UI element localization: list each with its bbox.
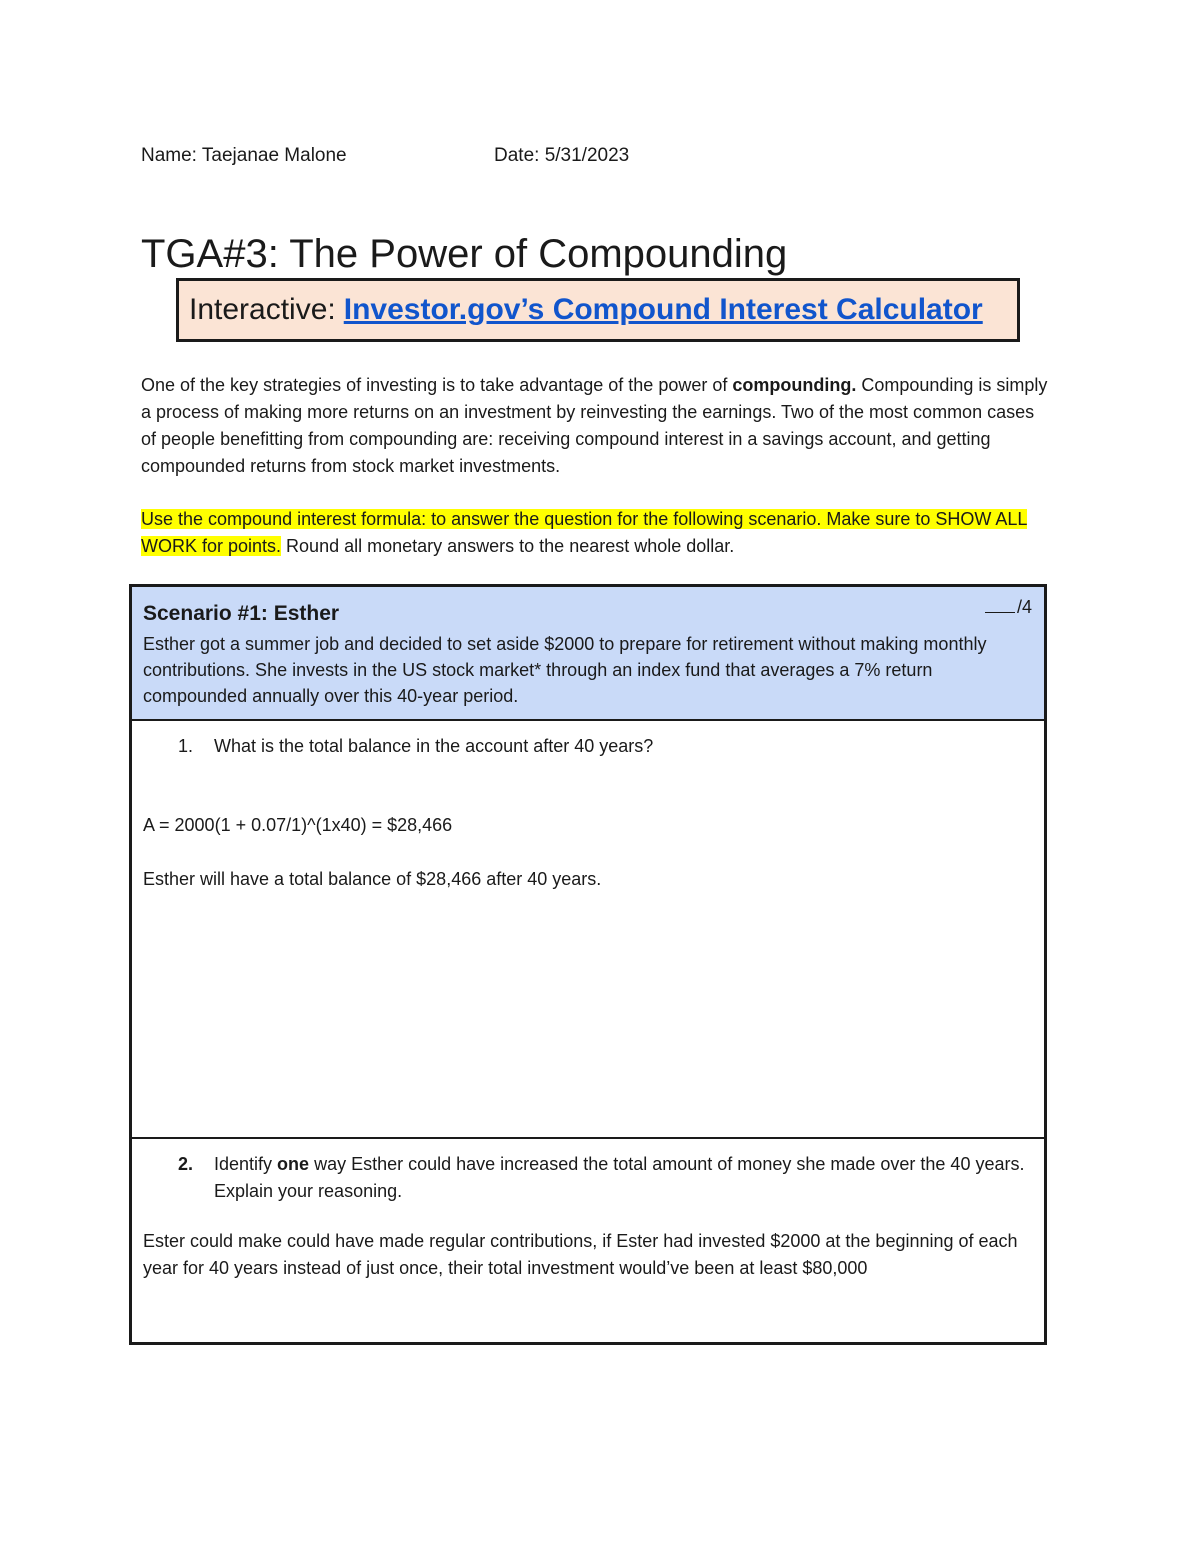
page-title: TGA#3: The Power of Compounding — [141, 231, 788, 276]
score-total: /4 — [1016, 597, 1032, 617]
interactive-callout — [176, 278, 1020, 342]
student-name: Name: Taejanae Malone — [141, 145, 347, 166]
scenario-description: Esther got a summer job and decided to set aside $2000 to prepare for retirement without making monthly contributions. She invests in the US stock market* through an index fund that averages a 7% return compounded annually over this 40-year period. — [143, 634, 987, 706]
scenario-title: Scenario #1: Esther — [143, 602, 340, 625]
date-field: Date: 5/31/2023 — [494, 145, 630, 166]
instructions-paragraph — [141, 506, 1051, 560]
question-number: 2. — [178, 1154, 194, 1174]
intro-text-1: One of the key strategies of investing is to take advantage of the power of — [141, 375, 733, 395]
question-number: 1. — [178, 736, 194, 756]
rounding-note: Round all monetary answers to the nearest whole dollar. — [281, 536, 735, 556]
question-text-after: way Esther could have increased the total amount of money she made over the 40 years. Explain your reasoning. — [214, 1154, 1025, 1201]
question-text: What is the total balance in the account after 40 years? — [214, 736, 654, 756]
score-field — [985, 597, 1032, 618]
question-text-before: Identify — [214, 1154, 278, 1174]
intro-text-2: Compounding is simply a process of making more returns on an investment by reinvesting the earnings. Two of the most common cases of people benefitting from compounding are: receiving compound interest in a savings account, and getting compounded returns from stock market investments. — [141, 375, 1048, 476]
answer-formula: A = 2000(1 + 0.07/1)^(1x40) = $28,466 — [143, 815, 453, 835]
answer-sentence: Esther will have a total balance of $28,466 after 40 years. — [143, 869, 602, 889]
question-row-1 — [132, 721, 1044, 1139]
scenario-table — [129, 584, 1047, 1345]
intro-bold-term: compounding. — [732, 375, 857, 395]
scenario-header — [132, 587, 1044, 721]
question-text-bold: one — [277, 1154, 310, 1174]
intro-paragraph — [141, 372, 1051, 480]
interactive-label: Interactive: — [189, 293, 336, 326]
answer-sentence: Ester could make could have made regular contributions, if Ester had invested $2000 at the beginning of each year for 40 years instead of just once, their total investment would’ve been at least $80,000 — [143, 1231, 1018, 1278]
question-1 — [143, 733, 1034, 760]
score-blank[interactable] — [985, 612, 1015, 613]
calculator-link[interactable]: Investor.gov’s Compound Interest Calculator — [343, 293, 983, 326]
highlighted-instructions: Use the compound interest formula: to answer the question for the following scenario. Make sure to SHOW ALL WORK for points. — [141, 509, 1028, 556]
question-2 — [143, 1151, 1034, 1205]
question-row-2 — [132, 1139, 1044, 1342]
